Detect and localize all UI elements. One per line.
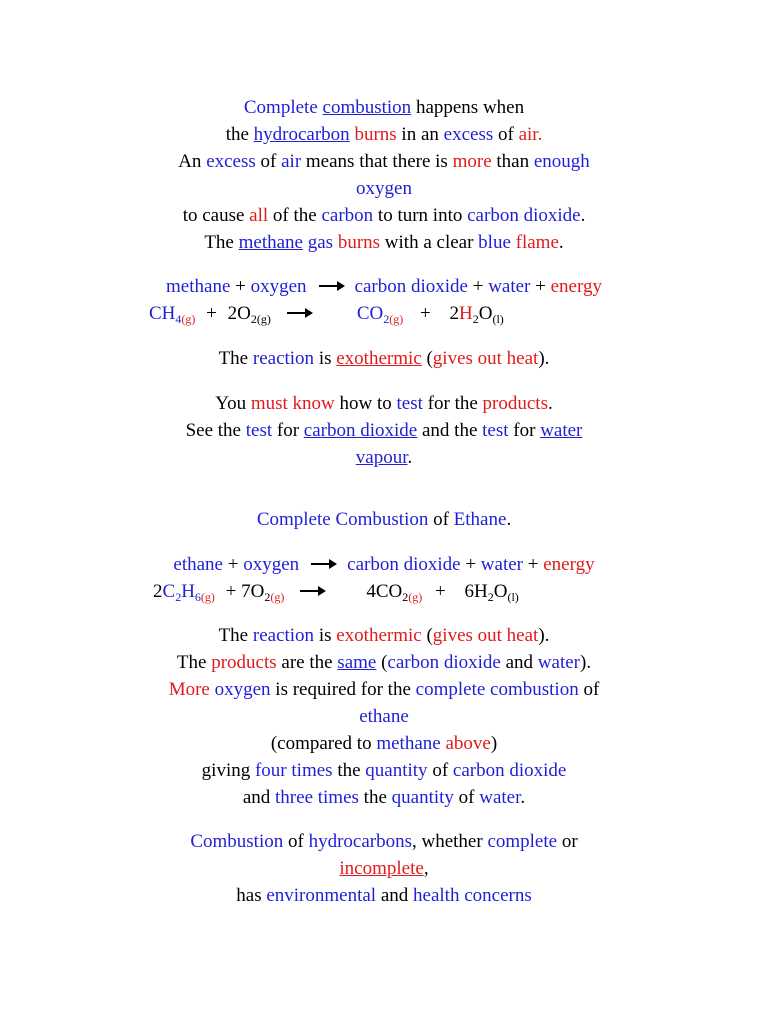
state-symbol: (g) <box>270 590 285 604</box>
keyword: products <box>211 652 277 673</box>
text: ( <box>426 348 433 369</box>
text: , <box>423 858 429 879</box>
link-water-vapour[interactable]: water <box>540 420 583 441</box>
keyword: excess <box>443 124 494 145</box>
keyword: air <box>281 151 302 172</box>
text: and the <box>421 420 478 441</box>
plus-sign: + <box>225 581 237 602</box>
state-symbol: (g) <box>256 312 271 326</box>
text: . <box>580 205 586 226</box>
text: is required for the <box>275 679 411 700</box>
product: energy <box>543 554 595 575</box>
text-line <box>0 828 768 855</box>
link-exothermic[interactable]: exothermic <box>336 348 422 369</box>
text-line <box>0 882 768 909</box>
formula: 7O <box>241 581 265 602</box>
plus-sign: + <box>206 303 217 324</box>
text: ( <box>426 625 433 646</box>
plus-sign: + <box>465 554 477 575</box>
keyword: four times <box>254 760 333 781</box>
text-line <box>0 345 768 372</box>
right-arrow-icon <box>300 586 326 596</box>
text-line <box>0 94 768 121</box>
text-line <box>0 676 768 703</box>
link-incomplete[interactable]: incomplete <box>339 858 424 879</box>
keyword: flame <box>515 232 559 253</box>
keyword: gas <box>307 232 334 253</box>
intro-paragraph <box>0 94 768 256</box>
coefficient: 2 <box>153 581 163 602</box>
text: is <box>318 348 332 369</box>
keyword: blue <box>478 232 511 253</box>
keyword: burns <box>354 124 397 145</box>
plus-sign: + <box>227 554 239 575</box>
state-symbol: (g) <box>181 312 196 326</box>
product: carbon dioxide <box>354 276 468 297</box>
keyword: carbon dioxide <box>467 205 581 226</box>
link-methane[interactable]: methane <box>238 232 303 253</box>
text: or <box>561 831 578 852</box>
subscript: 2 <box>175 590 182 604</box>
keyword: methane <box>376 733 441 754</box>
subscript: 2 <box>383 312 390 326</box>
text-line <box>0 757 768 784</box>
ethane-paragraph <box>0 622 768 811</box>
keyword: complete <box>487 831 558 852</box>
text-line <box>0 229 768 256</box>
reactant: methane <box>166 276 231 297</box>
text: An <box>178 151 202 172</box>
right-arrow-icon <box>287 308 313 318</box>
concerns-paragraph <box>0 828 768 909</box>
text: The <box>218 348 249 369</box>
right-arrow-icon <box>319 281 345 291</box>
text-line <box>0 417 768 444</box>
text: for <box>276 420 300 441</box>
text: , whether <box>411 831 483 852</box>
subscript: 4 <box>175 312 182 326</box>
text-line <box>0 855 768 882</box>
keyword: gives out heat <box>432 625 539 646</box>
keyword: quantity <box>365 760 428 781</box>
formula: H <box>458 303 473 324</box>
text-line <box>0 444 768 471</box>
formula: O <box>478 303 493 324</box>
text: the <box>337 760 361 781</box>
keyword: three times <box>275 787 359 808</box>
text: The <box>176 652 207 673</box>
keyword: hydrocarbons <box>308 831 412 852</box>
formula: O <box>493 581 508 602</box>
formula: CO <box>356 303 384 324</box>
subscript: 2 <box>472 312 479 326</box>
text-line <box>0 703 768 730</box>
text-line <box>0 175 768 202</box>
product: energy <box>550 276 602 297</box>
keyword: complete combustion <box>415 679 579 700</box>
right-arrow-icon <box>311 559 337 569</box>
keyword: test <box>482 420 509 441</box>
keyword: carbon dioxide <box>452 760 567 781</box>
methane-symbol-equation <box>149 300 504 327</box>
text-line <box>0 506 768 533</box>
keyword: oxygen <box>356 178 412 199</box>
keyword: air. <box>518 124 543 145</box>
text: means that there is <box>305 151 448 172</box>
text-line <box>0 390 768 417</box>
reactant: oxygen <box>250 276 307 297</box>
text-line <box>0 273 768 300</box>
state-symbol: (g) <box>389 312 404 326</box>
text: ). <box>538 625 550 646</box>
text: (compared to <box>270 733 372 754</box>
keyword: more <box>452 151 492 172</box>
plus-sign: + <box>420 303 431 324</box>
text-line <box>0 784 768 811</box>
product: carbon dioxide <box>347 554 461 575</box>
keyword: excess <box>206 151 256 172</box>
formula: H <box>181 581 195 602</box>
formula: CH <box>149 303 176 324</box>
text-line <box>0 730 768 757</box>
subscript: 6 <box>194 590 201 604</box>
subscript: 2 <box>250 312 257 326</box>
text: to cause <box>182 205 245 226</box>
text: the <box>225 124 249 145</box>
plus-sign: + <box>235 276 246 297</box>
text-line <box>0 202 768 229</box>
text-line <box>0 649 768 676</box>
text: of the <box>272 205 317 226</box>
text: and <box>242 787 271 808</box>
keyword: carbon dioxide <box>387 652 501 673</box>
text: for the <box>427 393 478 414</box>
text-line <box>0 622 768 649</box>
formula: C <box>162 581 176 602</box>
keyword: Complete Combustion <box>256 509 429 530</box>
keyword: carbon <box>321 205 374 226</box>
keyword: water <box>537 652 580 673</box>
text: of <box>497 124 514 145</box>
reactant: ethane <box>173 554 223 575</box>
subscript: 2 <box>264 590 271 604</box>
methane-word-equation <box>0 273 768 300</box>
keyword: reaction <box>252 348 315 369</box>
keyword: quantity <box>391 787 454 808</box>
coefficient: 2 <box>449 303 459 324</box>
keyword: More <box>168 679 210 700</box>
link-hydrocarbon[interactable]: hydrocarbon <box>253 124 350 145</box>
keyword: water <box>479 787 521 808</box>
text: how to <box>339 393 392 414</box>
text: with a clear <box>384 232 474 253</box>
text: of <box>433 509 449 530</box>
state-symbol: (l) <box>492 312 504 326</box>
text: . <box>407 447 413 468</box>
link-water-vapour[interactable]: vapour <box>355 447 408 468</box>
keyword: above <box>445 733 491 754</box>
text: See the <box>185 420 241 441</box>
product: water <box>488 276 531 297</box>
formula: 4CO <box>366 581 403 602</box>
keyword: health concerns <box>413 885 532 906</box>
text-line <box>0 121 768 148</box>
keyword: must know <box>250 393 335 414</box>
text: than <box>496 151 530 172</box>
keyword: environmental <box>266 885 377 906</box>
text: You <box>215 393 247 414</box>
text: and <box>380 885 409 906</box>
plus-sign: + <box>472 276 484 297</box>
subscript: 2 <box>402 590 409 604</box>
plus-sign: + <box>535 276 546 297</box>
link-same[interactable]: same <box>337 652 377 673</box>
text: The <box>204 232 234 253</box>
text: for <box>513 420 536 441</box>
state-symbol: (l) <box>507 590 519 604</box>
text-line <box>0 148 768 175</box>
text: giving <box>201 760 251 781</box>
text: ). <box>580 652 592 673</box>
text: of <box>432 760 449 781</box>
ethane-symbol-equation <box>153 578 519 605</box>
text: of <box>287 831 304 852</box>
keyword: exothermic <box>336 625 422 646</box>
text: and <box>505 652 534 673</box>
link-carbon-dioxide[interactable]: carbon dioxide <box>303 420 418 441</box>
text: of <box>458 787 475 808</box>
keyword: test <box>245 420 273 441</box>
keyword: Ethane <box>453 509 507 530</box>
text: are the <box>281 652 333 673</box>
ethane-heading <box>0 506 768 533</box>
text: of <box>260 151 277 172</box>
state-symbol: (g) <box>200 590 215 604</box>
reactant: oxygen <box>243 554 300 575</box>
keyword: Complete <box>243 97 318 118</box>
keyword: reaction <box>252 625 315 646</box>
text: happens when <box>415 97 525 118</box>
methane-reaction-line <box>0 345 768 372</box>
text: . <box>558 232 564 253</box>
text: . <box>520 787 526 808</box>
ethane-word-equation <box>0 551 768 578</box>
text-line <box>0 551 768 578</box>
keyword: products <box>482 393 548 414</box>
text: is <box>318 625 332 646</box>
subscript: 2 <box>487 590 494 604</box>
plus-sign: + <box>435 581 446 602</box>
keyword: burns <box>337 232 381 253</box>
keyword: enough <box>533 151 590 172</box>
keyword: oxygen <box>214 679 271 700</box>
text: of <box>583 679 600 700</box>
keyword: all <box>249 205 269 226</box>
text: The <box>218 625 249 646</box>
formula: 6H <box>464 581 488 602</box>
keyword: test <box>396 393 423 414</box>
text: . <box>506 509 512 530</box>
text: to turn into <box>377 205 463 226</box>
text: ). <box>538 348 550 369</box>
formula: 2O <box>227 303 251 324</box>
product: water <box>480 554 523 575</box>
test-paragraph <box>0 390 768 471</box>
text: in an <box>401 124 439 145</box>
keyword: gives out heat <box>432 348 539 369</box>
keyword: ethane <box>359 706 409 727</box>
text: . <box>547 393 553 414</box>
text: ( <box>381 652 388 673</box>
state-symbol: (g) <box>408 590 423 604</box>
text: has <box>236 885 262 906</box>
keyword: Combustion <box>190 831 284 852</box>
plus-sign: + <box>527 554 539 575</box>
link-combustion[interactable]: combustion <box>322 97 412 118</box>
text: the <box>363 787 387 808</box>
text: ) <box>490 733 498 754</box>
